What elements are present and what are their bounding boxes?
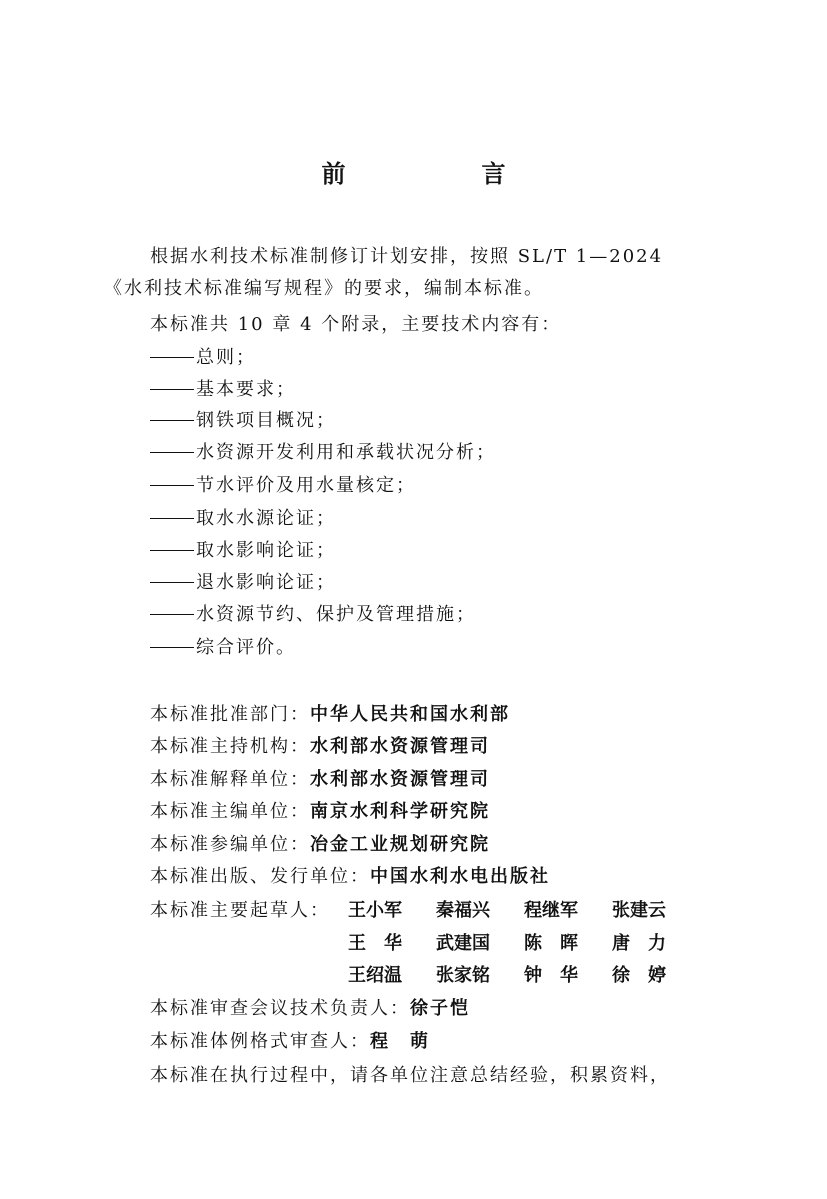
approval-row (150, 703, 510, 727)
review-format-label: 本标准体例格式审查人： (150, 1031, 370, 1052)
drafter-name: 武建国 (436, 933, 490, 954)
dash-mark (150, 647, 194, 648)
list-item (150, 474, 416, 498)
intro-line-1: 根据水利技术标准制修订计划安排，按照 SL/T 1—2024 (150, 246, 664, 267)
list-item (150, 507, 336, 531)
review-format-value: 程 萌 (370, 1031, 430, 1052)
dash-mark (150, 357, 194, 358)
drafter-name: 徐 婷 (612, 965, 666, 986)
review-format-row (150, 1030, 430, 1054)
list-item (150, 409, 336, 433)
publish-value: 中国水利水电出版社 (370, 866, 550, 887)
drafter-name: 张家铭 (436, 965, 490, 986)
interpret-value: 水利部水资源管理司 (310, 769, 490, 790)
review-tech-label: 本标准审查会议技术负责人： (150, 998, 410, 1019)
list-item-text: 水资源节约、保护及管理措施； (196, 604, 476, 625)
dash-mark (150, 518, 194, 519)
list-item-text: 节水评价及用水量核定； (196, 475, 416, 496)
drafter-name: 王绍温 (348, 965, 402, 986)
drafters-label: 本标准主要起草人： (150, 900, 330, 921)
list-item (150, 603, 476, 627)
list-item (150, 571, 336, 595)
drafter-name: 陈 晖 (524, 933, 578, 954)
list-item-text: 取水水源论证； (196, 508, 336, 529)
dash-mark (150, 452, 194, 453)
publish-row (150, 865, 550, 889)
participate-label: 本标准参编单位： (150, 834, 310, 855)
approval-value: 中华人民共和国水利部 (310, 704, 510, 725)
host-label: 本标准主持机构： (150, 736, 310, 757)
chief-value: 南京水利科学研究院 (310, 801, 490, 822)
participate-row (150, 833, 490, 857)
list-item (150, 441, 496, 465)
list-item-text: 钢铁项目概况； (196, 410, 336, 431)
drafter-name: 王 华 (348, 933, 402, 954)
dash-mark (150, 550, 194, 551)
host-value: 水利部水资源管理司 (310, 736, 490, 757)
publish-label: 本标准出版、发行单位： (150, 866, 370, 887)
list-item (150, 346, 256, 370)
host-row (150, 735, 490, 759)
review-tech-value: 徐子恺 (410, 998, 470, 1019)
dash-mark (150, 420, 194, 421)
list-item (150, 539, 336, 563)
list-item-text: 基本要求； (196, 379, 296, 400)
approval-label: 本标准批准部门： (150, 704, 310, 725)
list-item-text: 水资源开发利用和承载状况分析； (196, 442, 496, 463)
list-item-text: 综合评价。 (196, 637, 296, 658)
drafter-name: 王小军 (348, 900, 402, 921)
chief-row (150, 800, 490, 824)
interpret-label: 本标准解释单位： (150, 769, 310, 790)
dash-mark (150, 614, 194, 615)
dash-mark (150, 582, 194, 583)
intro-line-3: 本标准共 10 章 4 个附录，主要技术内容有： (150, 314, 562, 335)
participate-value: 冶金工业规划研究院 (310, 834, 490, 855)
dash-mark (150, 389, 194, 390)
drafter-name: 张建云 (612, 900, 666, 921)
list-item-text: 取水影响论证； (196, 540, 336, 561)
drafter-name: 钟 华 (524, 965, 578, 986)
list-item (150, 378, 296, 402)
page-title: 前 言 (321, 160, 562, 188)
closing-line: 本标准在执行过程中，请各单位注意总结经验，积累资料， (150, 1065, 670, 1086)
drafter-name: 唐 力 (612, 933, 666, 954)
drafter-name: 秦福兴 (436, 900, 490, 921)
chief-label: 本标准主编单位： (150, 801, 310, 822)
list-item-text: 总则； (196, 347, 256, 368)
dash-mark (150, 485, 194, 486)
drafter-name: 程继军 (524, 900, 578, 921)
intro-line-2: 《水利技术标准编写规程》的要求，编制本标准。 (104, 278, 544, 299)
review-tech-row (150, 997, 470, 1021)
interpret-row (150, 768, 490, 792)
list-item (150, 636, 296, 660)
list-item-text: 退水影响论证； (196, 572, 336, 593)
